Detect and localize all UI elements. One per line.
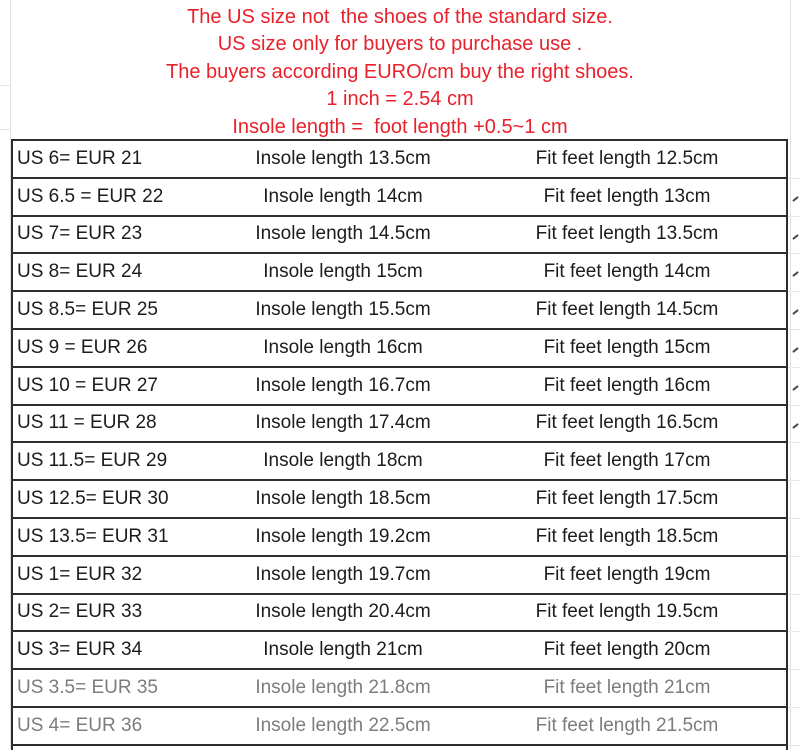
cropped-character-mark bbox=[792, 347, 799, 353]
notice-line-5: Insole length = foot length +0.5~1 cm bbox=[232, 115, 568, 138]
table-row bbox=[13, 141, 786, 179]
cell-insole-length: Insole length 22.5cm bbox=[255, 714, 431, 736]
cell-insole-length: Insole length 15cm bbox=[263, 261, 423, 283]
cell-insole-length: Insole length 14cm bbox=[263, 185, 423, 207]
partial-cutoff-row bbox=[13, 746, 786, 750]
cell-insole-length: Insole length 18.5cm bbox=[255, 488, 431, 510]
gridline-stub bbox=[0, 85, 11, 86]
gridline-stub bbox=[788, 669, 800, 670]
cell-us-eur-size: US 3.5= EUR 35 bbox=[17, 677, 158, 699]
cell-fit-feet-length: Fit feet length 21.5cm bbox=[535, 714, 719, 736]
size-table bbox=[11, 139, 788, 750]
cell-insole-length: Insole length 21.8cm bbox=[255, 677, 431, 699]
gridline-stub bbox=[788, 442, 800, 443]
size-notice bbox=[0, 4, 800, 141]
cell-us-eur-size: US 11 = EUR 28 bbox=[17, 412, 157, 434]
cell-insole-length: Insole length 21cm bbox=[263, 639, 423, 661]
gridline-stub bbox=[788, 405, 800, 406]
cell-fit-feet-length: Fit feet length 13.5cm bbox=[535, 223, 719, 245]
table-row bbox=[13, 519, 786, 557]
cell-us-eur-size: US 9 = EUR 26 bbox=[17, 336, 148, 358]
cell-insole-length: Insole length 18cm bbox=[263, 450, 423, 472]
gridline-stub bbox=[788, 178, 800, 179]
gridline-stub bbox=[788, 480, 800, 481]
cell-insole-length: Insole length 13.5cm bbox=[255, 147, 431, 169]
table-row bbox=[13, 443, 786, 481]
cell-us-eur-size: US 4= EUR 36 bbox=[17, 714, 143, 736]
cell-fit-feet-length: Fit feet length 20cm bbox=[543, 639, 711, 661]
cell-fit-feet-length: Fit feet length 14.5cm bbox=[535, 299, 719, 321]
table-row bbox=[13, 330, 786, 368]
cell-fit-feet-length: Fit feet length 18.5cm bbox=[535, 525, 719, 547]
cell-us-eur-size: US 8.5= EUR 25 bbox=[17, 299, 158, 321]
cropped-character-mark bbox=[792, 271, 799, 277]
gridline-stub bbox=[788, 631, 800, 632]
cell-fit-feet-length: Fit feet length 17.5cm bbox=[535, 488, 719, 510]
table-row bbox=[13, 406, 786, 444]
gridline-stub bbox=[788, 291, 800, 292]
cell-us-eur-size: US 13.5= EUR 31 bbox=[17, 525, 169, 547]
cell-us-eur-size: US 11.5= EUR 29 bbox=[17, 450, 168, 472]
cell-us-eur-size: US 1= EUR 32 bbox=[17, 563, 143, 585]
notice-line-2: US size only for buyers to purchase use . bbox=[217, 33, 583, 56]
table-row bbox=[13, 557, 786, 595]
notice-line-4: 1 inch = 2.54 cm bbox=[326, 88, 474, 111]
cell-insole-length: Insole length 19.2cm bbox=[255, 525, 431, 547]
gridline-stub bbox=[788, 745, 800, 746]
cell-fit-feet-length: Fit feet length 12.5cm bbox=[535, 147, 719, 169]
gridline-stub bbox=[788, 253, 800, 254]
notice-line-3: The buyers according EURO/cm buy the right shoes. bbox=[166, 60, 634, 83]
cell-fit-feet-length: Fit feet length 19.5cm bbox=[535, 601, 719, 623]
cell-fit-feet-length: Fit feet length 21cm bbox=[543, 677, 711, 699]
gridline-stub bbox=[788, 518, 800, 519]
table-row bbox=[13, 217, 786, 255]
gridline-stub bbox=[788, 707, 800, 708]
table-row bbox=[13, 481, 786, 519]
cell-fit-feet-length: Fit feet length 14cm bbox=[543, 261, 711, 283]
cropped-character-mark bbox=[792, 423, 799, 429]
table-row bbox=[13, 179, 786, 217]
cell-fit-feet-length: Fit feet length 16cm bbox=[543, 374, 711, 396]
cell-fit-feet-length: Fit feet length 16.5cm bbox=[535, 412, 719, 434]
cell-insole-length: Insole length 20.4cm bbox=[255, 601, 431, 623]
table-row bbox=[13, 632, 786, 670]
cropped-character-mark bbox=[792, 385, 799, 391]
cell-fit-feet-length: Fit feet length 15cm bbox=[543, 336, 711, 358]
cell-us-eur-size: US 8= EUR 24 bbox=[17, 261, 143, 283]
gridline-stub bbox=[788, 367, 800, 368]
cell-us-eur-size: US 6= EUR 21 bbox=[17, 147, 143, 169]
cell-fit-feet-length: Fit feet length 13cm bbox=[543, 185, 711, 207]
cell-fit-feet-length: Fit feet length 19cm bbox=[543, 563, 711, 585]
table-row bbox=[13, 254, 786, 292]
table-row bbox=[13, 292, 786, 330]
gridline-stub bbox=[788, 556, 800, 557]
table-row bbox=[13, 368, 786, 406]
cell-us-eur-size: US 10 = EUR 27 bbox=[17, 374, 158, 396]
cell-insole-length: Insole length 17.4cm bbox=[255, 412, 431, 434]
cell-us-eur-size: US 3= EUR 34 bbox=[17, 639, 143, 661]
cropped-character-mark bbox=[792, 309, 799, 315]
cropped-character-mark bbox=[792, 234, 799, 240]
cell-us-eur-size: US 7= EUR 23 bbox=[17, 223, 143, 245]
table-row bbox=[13, 595, 786, 633]
table-row bbox=[13, 708, 786, 746]
cell-us-eur-size: US 12.5= EUR 30 bbox=[17, 488, 169, 510]
cell-insole-length: Insole length 15.5cm bbox=[255, 299, 431, 321]
cell-us-eur-size: US 6.5 = EUR 22 bbox=[17, 185, 164, 207]
cell-fit-feet-length: Fit feet length 17cm bbox=[543, 450, 711, 472]
cropped-character-mark bbox=[792, 196, 799, 202]
notice-line-1: The US size not the shoes of the standard size. bbox=[187, 6, 613, 28]
gridline-stub bbox=[0, 129, 11, 130]
cell-insole-length: Insole length 16.7cm bbox=[255, 374, 431, 396]
gridline-stub bbox=[788, 329, 800, 330]
cell-insole-length: Insole length 16cm bbox=[263, 336, 423, 358]
cell-insole-length: Insole length 19.7cm bbox=[255, 563, 431, 585]
cell-us-eur-size: US 2= EUR 33 bbox=[17, 601, 143, 623]
cell-insole-length: Insole length 14.5cm bbox=[255, 223, 431, 245]
gridline-stub bbox=[788, 594, 800, 595]
gridline-stub bbox=[788, 216, 800, 217]
table-row bbox=[13, 670, 786, 708]
